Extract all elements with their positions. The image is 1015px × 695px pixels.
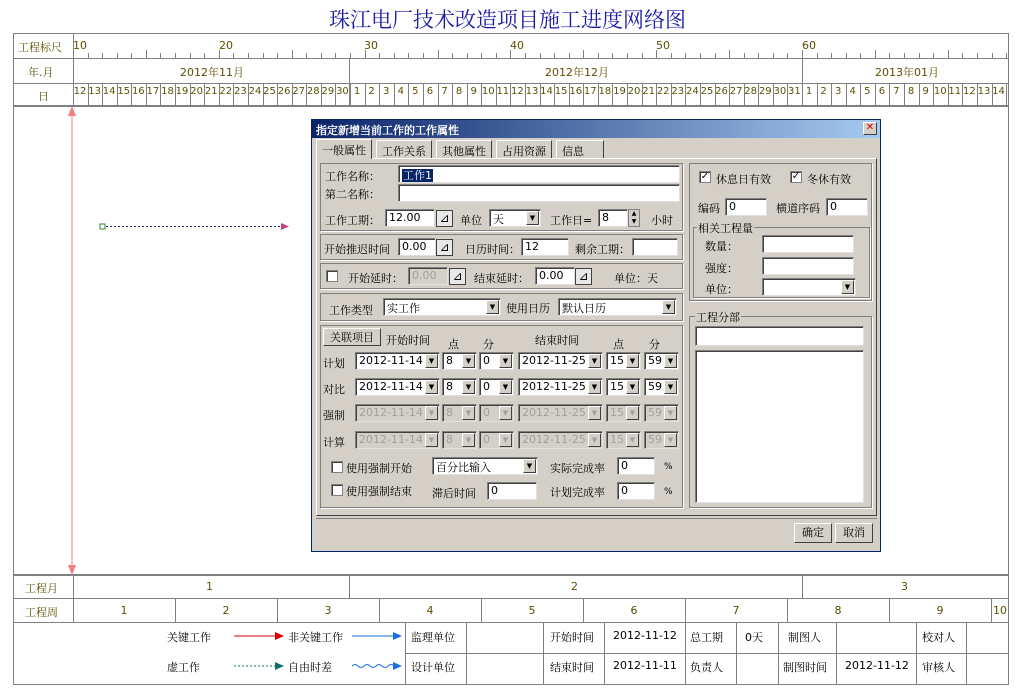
qty-label: 数量：: [705, 240, 738, 253]
chevron-down-icon[interactable]: ▼: [626, 380, 639, 394]
unit-select[interactable]: 天 ▼: [489, 209, 541, 227]
chevron-down-icon[interactable]: ▼: [588, 433, 601, 447]
col-start-label: 开始时间: [386, 334, 430, 347]
project-week: 10: [993, 604, 1007, 617]
owner-label: 负责人: [690, 661, 723, 674]
day-cell: 13: [977, 86, 991, 97]
force-end-checkbox[interactable]: [331, 484, 343, 496]
start-hour-select[interactable]: 8 ▼: [442, 352, 477, 370]
end-min-select[interactable]: 59 ▼: [644, 404, 679, 422]
day-cell: 28: [744, 86, 758, 97]
day-cell: 26: [277, 86, 291, 97]
col-hour-label: 点: [613, 338, 624, 351]
day-cell: 18: [161, 86, 174, 97]
project-week: 6: [630, 604, 638, 617]
end-min-select[interactable]: 59 ▼: [644, 352, 679, 370]
start-delay-label: 开始推迟时间: [324, 243, 390, 256]
day-cell: 18: [598, 86, 612, 97]
day-cell: 17: [583, 86, 597, 97]
col-end-label: 结束时间: [535, 334, 579, 347]
tab-other[interactable]: 其他属性: [436, 140, 492, 158]
draw-time-label: 制图时间: [783, 661, 827, 674]
legend-free-float: 自由时差: [288, 661, 332, 674]
start-hour-select[interactable]: 8 ▼: [442, 378, 477, 396]
start-min-select[interactable]: 0 ▼: [479, 431, 514, 449]
chevron-down-icon[interactable]: ▼: [662, 300, 675, 314]
day-cell: 15: [117, 86, 131, 97]
plan-rate-label: 计划完成率: [550, 486, 605, 499]
legend-critical: 关键工作: [167, 631, 211, 644]
row-label: 对比: [323, 383, 345, 396]
chevron-down-icon[interactable]: ▼: [425, 433, 438, 447]
chevron-down-icon[interactable]: ▼: [462, 406, 475, 420]
project-month: 1: [206, 580, 213, 593]
percent-sign: %: [664, 462, 673, 472]
calculator-icon[interactable]: ⊿: [575, 268, 592, 285]
day-cell: 21: [642, 86, 655, 97]
end-time-value: 2012-11-11: [613, 659, 677, 672]
force-start-checkbox[interactable]: [331, 461, 343, 473]
day-cell: 27: [292, 86, 306, 97]
duration-label: 总工期: [690, 631, 723, 644]
day-cell: 9: [470, 86, 477, 97]
chevron-down-icon[interactable]: ▼: [499, 433, 512, 447]
duration-field[interactable]: 12.00: [385, 209, 435, 227]
legend-noncritical: 非关键工作: [288, 631, 343, 644]
project-week: 8: [834, 604, 842, 617]
day-cell: 12: [73, 86, 87, 97]
percent-mode-select[interactable]: 百分比输入 ▼: [432, 457, 538, 475]
day-cell: 30: [336, 86, 349, 97]
day-cell: 20: [190, 86, 203, 97]
percent-sign: %: [664, 487, 673, 497]
start-min-select[interactable]: 0 ▼: [479, 352, 514, 370]
workday-spinner[interactable]: ▲ ▼: [628, 209, 640, 227]
day-cell: 11: [496, 86, 510, 97]
dialog-title: 指定新增当前工作的工作属性: [312, 120, 880, 138]
day-cell: 9: [922, 86, 929, 97]
chevron-down-icon[interactable]: ▼: [664, 380, 677, 394]
day-cell: 7: [893, 86, 900, 97]
chevron-down-icon[interactable]: ▼: [588, 354, 601, 368]
day-cell: 6: [878, 86, 886, 97]
end-time-label: 结束时间: [550, 661, 594, 674]
day-cell: 15: [554, 86, 568, 97]
project-month-label: 工程月: [25, 582, 58, 595]
quantity-group-label: 相关工程量: [698, 222, 753, 235]
actual-rate-field[interactable]: 0: [617, 457, 655, 475]
chevron-down-icon[interactable]: ▼: [462, 354, 475, 368]
draw-time-value: 2012-11-12: [845, 659, 909, 672]
intensity-label: 强度：: [705, 262, 738, 275]
lag-time-field[interactable]: 0: [487, 482, 537, 500]
division-list[interactable]: [695, 350, 864, 503]
calendar-select[interactable]: 默认日历 ▼: [558, 298, 677, 316]
start-date-select[interactable]: 2012-11-14 ▼: [355, 352, 440, 370]
chart-title: 珠江电厂技术改造项目施工进度网络图: [329, 8, 686, 32]
close-icon[interactable]: ✕: [863, 122, 877, 135]
work-type-label: 工作类型: [329, 304, 373, 317]
day-cell: 1: [805, 86, 813, 97]
end-min-select[interactable]: 59 ▼: [644, 431, 679, 449]
day-cell: 3: [382, 86, 390, 97]
day-cell: 8: [907, 86, 915, 97]
day-cell: 24: [685, 86, 699, 97]
day-cell: 19: [175, 86, 189, 97]
chevron-down-icon[interactable]: ▼: [664, 406, 677, 420]
lag-unit-label: 单位：天: [614, 272, 658, 285]
workday-field[interactable]: 8: [598, 209, 628, 227]
end-min-select[interactable]: 59 ▼: [644, 378, 679, 396]
calendar-time-field[interactable]: 12: [521, 238, 569, 256]
scale-tick: 30: [364, 39, 378, 52]
qty-unit-select[interactable]: [762, 278, 856, 296]
start-time-label: 开始时间: [550, 631, 594, 644]
noncritical-arrow-icon: [352, 630, 402, 642]
work-type-select[interactable]: 实工作 ▼: [383, 298, 501, 316]
second-name-label: 第二名称：: [325, 188, 380, 201]
day-cell: 28: [306, 86, 320, 97]
day-cell: 19: [613, 86, 626, 97]
cancel-button[interactable]: 取消: [835, 523, 873, 543]
lane-label: 横道序码: [776, 202, 820, 215]
day-cell: 30: [773, 86, 787, 97]
chevron-down-icon[interactable]: ▼: [425, 406, 438, 420]
project-month: 2: [571, 580, 578, 593]
chevron-down-icon[interactable]: ▼: [425, 380, 438, 394]
project-week: 7: [732, 604, 740, 617]
chevron-down-icon[interactable]: ▼: [462, 433, 475, 447]
start-date-select[interactable]: 2012-11-14 ▼: [355, 378, 440, 396]
tab-general[interactable]: 一般属性: [316, 139, 372, 159]
force-start-label: 使用强制开始: [346, 462, 412, 475]
critical-arrow-icon: [234, 630, 284, 642]
project-week: 2: [222, 604, 230, 617]
day-cell: 29: [321, 86, 335, 97]
day-cell: 17: [146, 86, 160, 97]
chevron-down-icon[interactable]: ▼: [626, 433, 639, 447]
end-hour-select[interactable]: 15 ▼: [606, 431, 641, 449]
division-field[interactable]: [695, 326, 864, 346]
calculator-icon[interactable]: ⊿: [436, 239, 453, 256]
intensity-field[interactable]: [762, 257, 854, 275]
end-hour-select[interactable]: 15 ▼: [606, 378, 641, 396]
calculator-icon[interactable]: ⊿: [436, 210, 453, 227]
day-cell: 3: [834, 86, 842, 97]
chevron-down-icon[interactable]: ▼: [486, 300, 499, 314]
day-cell: 23: [234, 86, 247, 97]
qty-unit-label: 单位：: [705, 283, 738, 296]
chevron-down-icon[interactable]: ▼: [499, 406, 512, 420]
winter-label: 冬休有效: [807, 173, 851, 186]
project-week: 1: [120, 604, 128, 617]
start-delay-field[interactable]: 0.00: [398, 238, 436, 256]
start-lag-field[interactable]: 0.00: [408, 267, 448, 285]
chevron-down-icon[interactable]: ▼: [664, 354, 677, 368]
checker-label: 校对人: [922, 631, 955, 644]
rest-day-checkbox[interactable]: ✓: [700, 171, 710, 182]
day-cell: 12: [963, 86, 976, 97]
day-cell: 10: [481, 86, 495, 97]
day-cell: 25: [700, 86, 714, 97]
end-hour-select[interactable]: 15 ▼: [606, 352, 641, 370]
end-lag-label: 结束延时：: [474, 272, 529, 285]
start-time-value: 2012-11-12: [613, 629, 677, 642]
chevron-down-icon[interactable]: ▼: [526, 211, 539, 225]
scale-tick: 10: [73, 39, 87, 52]
remaining-field[interactable]: [632, 238, 678, 256]
qty-field[interactable]: [762, 235, 854, 253]
day-cell: 22: [219, 86, 233, 97]
calculator-icon[interactable]: ⊿: [449, 268, 466, 285]
day-cell: 21: [204, 86, 218, 97]
project-week: 9: [936, 604, 944, 617]
project-week-label: 工程周: [25, 606, 58, 619]
day-cell: 5: [412, 86, 419, 97]
row-label: 强制: [323, 409, 345, 422]
code-label: 编码: [698, 202, 720, 215]
day-cell: 20: [627, 86, 641, 97]
end-lag-field[interactable]: 0.00: [535, 267, 575, 285]
tab-relations[interactable]: 工作关系: [376, 140, 432, 158]
tab-info[interactable]: 信息: [556, 140, 604, 158]
day-cell: 29: [758, 86, 772, 97]
drawer-label: 制图人: [788, 631, 821, 644]
day-cell: 6: [426, 86, 434, 97]
chevron-down-icon[interactable]: ▼: [588, 406, 601, 420]
start-hour-select[interactable]: 8 ▼: [442, 404, 477, 422]
end-date-select[interactable]: 2012-11-25 ▼: [518, 352, 603, 370]
day-cell: 8: [455, 86, 463, 97]
end-date-select[interactable]: 2012-11-25 ▼: [518, 431, 603, 449]
calendar-label: 使用日历: [506, 302, 550, 315]
project-month: 3: [901, 580, 908, 593]
division-group-label: 工程分部: [696, 311, 740, 324]
chevron-down-icon[interactable]: ▼: [523, 459, 536, 473]
hours-label: 小时: [651, 214, 673, 227]
day-cell: 16: [131, 86, 145, 97]
chevron-down-icon[interactable]: ▼: [841, 280, 854, 294]
work-name-field[interactable]: 工作1: [398, 165, 680, 183]
end-date-select[interactable]: 2012-11-25 ▼: [518, 378, 603, 396]
lag-time-label: 滞后时间: [432, 487, 476, 500]
day-cell: 7: [441, 86, 448, 97]
day-cell: 4: [397, 86, 404, 97]
day-label: 日: [38, 90, 49, 103]
day-cell: 14: [540, 86, 553, 97]
canvas-drawing: [60, 106, 320, 575]
day-cell: 25: [263, 86, 276, 97]
workday-label: 工作日=: [550, 214, 593, 227]
start-hour-select[interactable]: 8 ▼: [442, 431, 477, 449]
free-float-arrow-icon: [352, 660, 402, 672]
day-cell: 14: [992, 86, 1005, 97]
designer-label: 设计单位: [411, 661, 455, 674]
work-properties-dialog: [311, 119, 881, 552]
chevron-down-icon[interactable]: ▼: [425, 354, 438, 368]
day-cell: 4: [849, 86, 856, 97]
chevron-down-icon[interactable]: ▼: [499, 354, 512, 368]
end-hour-select[interactable]: 15 ▼: [606, 404, 641, 422]
calendar-time-label: 日历时间：: [465, 243, 520, 256]
day-cell: 22: [656, 86, 670, 97]
col-min-label: 分: [483, 338, 494, 351]
chevron-down-icon[interactable]: ▼: [626, 354, 639, 368]
lag-checkbox[interactable]: [326, 270, 338, 282]
start-min-select[interactable]: 0 ▼: [479, 378, 514, 396]
day-cell: 23: [671, 86, 685, 97]
rest-day-label: 休息日有效: [716, 173, 771, 186]
month-header: 2013年01月: [875, 66, 939, 79]
project-week: 3: [324, 604, 332, 617]
chevron-down-icon[interactable]: ▼: [664, 433, 677, 447]
scale-label: 工程标尺: [18, 41, 62, 54]
day-cell: 26: [715, 86, 728, 97]
chevron-down-icon[interactable]: ▼: [462, 380, 475, 394]
scale-tick: 60: [802, 39, 816, 52]
day-cell: 13: [525, 86, 539, 97]
plan-rate-field[interactable]: 0: [617, 482, 655, 500]
day-cell: 2: [368, 86, 375, 97]
unit-label: 单位: [460, 214, 482, 227]
month-header: 2012年12月: [545, 66, 609, 79]
end-date-select[interactable]: 2012-11-25 ▼: [518, 404, 603, 422]
day-cell: 13: [88, 86, 101, 97]
code-field[interactable]: 0: [725, 198, 767, 216]
project-week: 4: [426, 604, 434, 617]
day-cell: 14: [102, 86, 116, 97]
related-project-button[interactable]: 关联项目: [323, 328, 381, 346]
day-cell: 2: [820, 86, 827, 97]
month-header: 2012年11月: [180, 66, 244, 79]
chevron-down-icon[interactable]: ▼: [626, 406, 639, 420]
reviewer-label: 审核人: [922, 661, 955, 674]
row-label: 计划: [323, 357, 345, 370]
force-end-label: 使用强制结束: [346, 485, 412, 498]
ok-button[interactable]: 确定: [794, 523, 832, 543]
col-hour-label: 点: [448, 338, 459, 351]
day-cell: 1: [353, 86, 361, 97]
winter-checkbox[interactable]: ✓: [791, 171, 801, 182]
day-cell: 12: [511, 86, 524, 97]
chevron-down-icon[interactable]: ▼: [499, 380, 512, 394]
supervisor-label: 监理单位: [411, 631, 455, 644]
remaining-label: 剩余工期：: [575, 243, 630, 256]
legend-virtual: 虚工作: [167, 661, 200, 674]
day-cell: 27: [729, 86, 743, 97]
scale-tick: 20: [219, 39, 233, 52]
start-date-select[interactable]: 2012-11-14 ▼: [355, 431, 440, 449]
start-date-select[interactable]: 2012-11-14 ▼: [355, 404, 440, 422]
duration-value: 0天: [745, 631, 763, 644]
lane-field[interactable]: 0: [826, 198, 868, 216]
virtual-arrow-icon: [234, 660, 284, 672]
start-lag-label: 开始延时：: [348, 272, 403, 285]
name-label: 工作名称：: [325, 170, 380, 183]
day-cell: 11: [948, 86, 962, 97]
scale-tick: 50: [656, 39, 670, 52]
day-cell: 5: [864, 86, 871, 97]
actual-rate-label: 实际完成率: [550, 462, 605, 475]
chevron-down-icon[interactable]: ▼: [588, 380, 601, 394]
scale-tick: 40: [510, 39, 524, 52]
start-min-select[interactable]: 0 ▼: [479, 404, 514, 422]
project-week: 5: [528, 604, 536, 617]
col-min-label: 分: [649, 338, 660, 351]
day-cell: 31: [788, 86, 801, 97]
month-label: 年.月: [28, 66, 54, 79]
tab-resources[interactable]: 占用资源: [496, 140, 552, 158]
day-cell: 16: [569, 86, 583, 97]
duration-label: 工作工期：: [325, 214, 380, 227]
row-label: 计算: [323, 436, 345, 449]
second-name-field[interactable]: [398, 184, 680, 202]
day-cell: 24: [248, 86, 262, 97]
day-cell: 10: [933, 86, 947, 97]
